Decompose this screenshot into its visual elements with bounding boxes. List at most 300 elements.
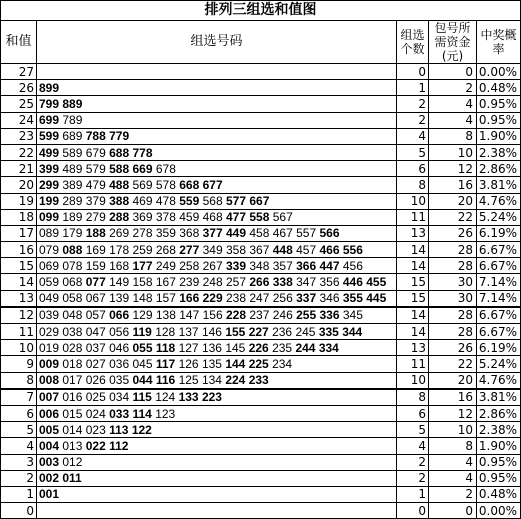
cost-cell: 20 bbox=[429, 193, 477, 209]
code-bold: 266 bbox=[249, 275, 270, 290]
header-row bbox=[1, 21, 521, 64]
code: 068 bbox=[62, 275, 83, 290]
table-row bbox=[1, 372, 521, 389]
cost-cell: 0 bbox=[429, 503, 477, 519]
code: 389 bbox=[62, 177, 83, 192]
cost-cell: 28 bbox=[429, 307, 477, 324]
code: 046 bbox=[109, 340, 130, 355]
code-bold: 011 bbox=[62, 471, 82, 486]
count-cell: 5 bbox=[397, 144, 429, 160]
prob-cell: 0.95% bbox=[477, 112, 521, 128]
sum-cell: 26 bbox=[1, 80, 37, 96]
code-bold: 558 bbox=[249, 210, 270, 225]
count-cell: 4 bbox=[397, 438, 429, 454]
code-bold: 006 bbox=[39, 406, 60, 421]
count-cell: 2 bbox=[397, 96, 429, 112]
sum-cell: 17 bbox=[1, 225, 37, 241]
cost-cell: 4 bbox=[429, 454, 477, 470]
code: 013 bbox=[62, 438, 83, 453]
codes-cell bbox=[37, 209, 397, 225]
code: 235 bbox=[272, 340, 293, 355]
prob-cell: 4.76% bbox=[477, 372, 521, 389]
prob-cell: 6.19% bbox=[477, 225, 521, 241]
code-bold: 559 bbox=[179, 194, 200, 209]
cost-cell: 26 bbox=[429, 225, 477, 241]
table-row bbox=[1, 144, 521, 160]
table-row bbox=[1, 422, 521, 438]
code: 239 bbox=[179, 275, 200, 290]
count-cell: 4 bbox=[397, 128, 429, 144]
code-bold: 199 bbox=[39, 194, 60, 209]
code-bold: 003 bbox=[39, 455, 60, 470]
count-cell: 15 bbox=[397, 290, 429, 307]
codes-cell bbox=[37, 486, 397, 502]
prob-cell: 5.24% bbox=[477, 356, 521, 372]
codes-cell bbox=[37, 80, 397, 96]
code: 014 bbox=[62, 422, 83, 437]
sum-cell: 18 bbox=[1, 209, 37, 225]
table-row bbox=[1, 96, 521, 112]
code: 145 bbox=[225, 340, 246, 355]
code-bold: 226 bbox=[248, 340, 269, 355]
code-bold: 055 bbox=[132, 340, 153, 355]
table-row bbox=[1, 454, 521, 470]
sum-cell: 25 bbox=[1, 96, 37, 112]
code: 079 bbox=[39, 242, 60, 257]
code-bold: 699 bbox=[39, 113, 60, 128]
code-bold: 334 bbox=[318, 340, 339, 355]
code: 015 bbox=[62, 406, 83, 421]
table-row bbox=[1, 290, 521, 307]
code-bold: 144 bbox=[225, 356, 246, 371]
code-bold: 779 bbox=[109, 129, 130, 144]
prob-cell: 1.90% bbox=[477, 128, 521, 144]
codes-cell bbox=[37, 96, 397, 112]
codes-cell bbox=[37, 225, 397, 241]
code-bold: 009 bbox=[39, 356, 60, 371]
codes-cell bbox=[37, 128, 397, 144]
code: 479 bbox=[85, 177, 106, 192]
header-prob: 中奖概率 bbox=[477, 21, 521, 64]
code-bold: 338 bbox=[272, 275, 293, 290]
prob-cell: 2.86% bbox=[477, 405, 521, 421]
count-cell: 0 bbox=[397, 503, 429, 519]
code-bold: 288 bbox=[109, 210, 130, 225]
code-bold: 449 bbox=[226, 226, 247, 241]
code-bold: 044 bbox=[132, 373, 153, 388]
sum-cell: 24 bbox=[1, 112, 37, 128]
prob-cell: 7.14% bbox=[477, 274, 521, 290]
code: 018 bbox=[62, 356, 83, 371]
code: 127 bbox=[178, 340, 199, 355]
table-row bbox=[1, 274, 521, 290]
cost-cell: 20 bbox=[429, 372, 477, 389]
cost-cell: 8 bbox=[429, 438, 477, 454]
codes-cell bbox=[37, 177, 397, 193]
codes-cell bbox=[37, 454, 397, 470]
sum-cell: 27 bbox=[1, 64, 37, 80]
code: 135 bbox=[201, 356, 222, 371]
code: 258 bbox=[179, 258, 200, 273]
codes-cell bbox=[37, 112, 397, 128]
code: 378 bbox=[155, 210, 176, 225]
code-bold: 002 bbox=[39, 471, 60, 486]
code-bold: 566 bbox=[319, 226, 340, 241]
prob-cell: 5.24% bbox=[477, 209, 521, 225]
prob-cell: 6.67% bbox=[477, 258, 521, 274]
count-cell: 8 bbox=[397, 177, 429, 193]
cost-cell: 22 bbox=[429, 209, 477, 225]
code: 047 bbox=[85, 324, 106, 339]
cost-cell: 12 bbox=[429, 161, 477, 177]
prob-cell: 2.86% bbox=[477, 161, 521, 177]
table-row bbox=[1, 356, 521, 372]
count-cell: 5 bbox=[397, 422, 429, 438]
code-bold: 033 bbox=[109, 406, 130, 421]
sum-cell: 8 bbox=[1, 372, 37, 389]
code-bold: 336 bbox=[319, 308, 340, 323]
code: 568 bbox=[202, 194, 223, 209]
code-bold: 022 bbox=[85, 438, 106, 453]
code-bold: 669 bbox=[132, 161, 153, 176]
code: 157 bbox=[155, 291, 176, 306]
codes-cell bbox=[37, 389, 397, 406]
code-bold: 556 bbox=[342, 242, 363, 257]
code-bold: 099 bbox=[39, 210, 60, 225]
sum-cell: 13 bbox=[1, 290, 37, 307]
sum-cell: 4 bbox=[1, 438, 37, 454]
count-cell: 2 bbox=[397, 454, 429, 470]
table-row bbox=[1, 193, 521, 209]
prob-cell: 0.48% bbox=[477, 486, 521, 502]
code: 689 bbox=[62, 129, 83, 144]
code-bold: 244 bbox=[295, 340, 316, 355]
count-cell: 14 bbox=[397, 324, 429, 340]
code-bold: 166 bbox=[179, 291, 200, 306]
codes-cell bbox=[37, 405, 397, 421]
code-bold: 667 bbox=[249, 194, 270, 209]
code: 369 bbox=[132, 210, 153, 225]
table-row bbox=[1, 112, 521, 128]
code-bold: 066 bbox=[109, 308, 130, 323]
codes-cell bbox=[37, 503, 397, 519]
code-bold: 005 bbox=[39, 422, 60, 437]
code: 457 bbox=[296, 242, 317, 257]
code: 267 bbox=[202, 258, 223, 273]
codes-cell bbox=[37, 290, 397, 307]
code: 357 bbox=[272, 258, 293, 273]
code: 035 bbox=[109, 373, 130, 388]
codes-cell bbox=[37, 470, 397, 486]
code: 134 bbox=[201, 373, 222, 388]
code: 358 bbox=[226, 242, 247, 257]
code-bold: 001 bbox=[39, 487, 60, 502]
codes-cell bbox=[37, 307, 397, 324]
code: 789 bbox=[62, 113, 83, 128]
code: 178 bbox=[109, 242, 130, 257]
code: 257 bbox=[226, 275, 247, 290]
code: 678 bbox=[155, 161, 176, 176]
cost-cell: 2 bbox=[429, 80, 477, 96]
code: 017 bbox=[62, 373, 83, 388]
sum-cell: 15 bbox=[1, 258, 37, 274]
code-bold: 388 bbox=[109, 194, 130, 209]
prob-cell: 0.95% bbox=[477, 454, 521, 470]
prob-cell: 2.38% bbox=[477, 144, 521, 160]
prob-cell: 4.76% bbox=[477, 193, 521, 209]
code: 078 bbox=[62, 258, 83, 273]
cost-cell: 16 bbox=[429, 177, 477, 193]
code: 059 bbox=[39, 275, 60, 290]
code: 019 bbox=[39, 340, 60, 355]
code-bold: 223 bbox=[201, 390, 222, 405]
code-bold: 337 bbox=[296, 291, 317, 306]
code: 456 bbox=[342, 258, 363, 273]
table-row bbox=[1, 209, 521, 225]
count-cell: 2 bbox=[397, 112, 429, 128]
cost-cell: 2 bbox=[429, 486, 477, 502]
code-bold: 599 bbox=[39, 129, 60, 144]
code: 469 bbox=[132, 194, 153, 209]
prob-cell: 6.19% bbox=[477, 340, 521, 356]
cost-cell: 30 bbox=[429, 290, 477, 307]
count-cell: 15 bbox=[397, 274, 429, 290]
code-bold: 355 bbox=[342, 291, 363, 306]
code: 345 bbox=[342, 308, 363, 323]
count-cell: 14 bbox=[397, 307, 429, 324]
sum-cell: 11 bbox=[1, 324, 37, 340]
code-bold: 227 bbox=[248, 324, 269, 339]
code-bold: 228 bbox=[226, 308, 247, 323]
codes-cell bbox=[37, 161, 397, 177]
code: 159 bbox=[85, 258, 106, 273]
table-title: 排列三组选和值图 bbox=[1, 1, 521, 21]
code: 026 bbox=[85, 373, 106, 388]
code-bold: 229 bbox=[202, 291, 223, 306]
codes-cell bbox=[37, 422, 397, 438]
count-cell: 10 bbox=[397, 372, 429, 389]
code: 249 bbox=[155, 258, 176, 273]
codes-cell bbox=[37, 242, 397, 258]
cost-cell: 4 bbox=[429, 96, 477, 112]
code-bold: 588 bbox=[109, 161, 130, 176]
code-bold: 344 bbox=[342, 324, 363, 339]
code-bold: 113 bbox=[109, 422, 129, 437]
table-row bbox=[1, 80, 521, 96]
code: 589 bbox=[62, 145, 83, 160]
count-cell: 0 bbox=[397, 64, 429, 80]
cost-cell: 30 bbox=[429, 274, 477, 290]
prob-cell: 0.00% bbox=[477, 64, 521, 80]
cost-cell: 12 bbox=[429, 405, 477, 421]
code-bold: 788 bbox=[85, 129, 106, 144]
codes-cell bbox=[37, 356, 397, 372]
code: 037 bbox=[85, 340, 106, 355]
prob-cell: 0.95% bbox=[477, 470, 521, 486]
header-sum: 和值 bbox=[1, 21, 37, 64]
code: 578 bbox=[155, 177, 176, 192]
code: 016 bbox=[62, 390, 83, 405]
code: 356 bbox=[319, 275, 340, 290]
table-row bbox=[1, 225, 521, 241]
code: 478 bbox=[155, 194, 176, 209]
code: 139 bbox=[109, 291, 130, 306]
code-bold: 366 bbox=[296, 258, 317, 273]
prob-cell: 6.67% bbox=[477, 307, 521, 324]
code: 034 bbox=[109, 390, 130, 405]
count-cell: 1 bbox=[397, 486, 429, 502]
cost-cell: 4 bbox=[429, 112, 477, 128]
prob-cell: 3.81% bbox=[477, 177, 521, 193]
codes-cell bbox=[37, 372, 397, 389]
code: 169 bbox=[85, 242, 106, 257]
cost-cell: 0 bbox=[429, 64, 477, 80]
code: 136 bbox=[201, 340, 222, 355]
codes-cell bbox=[37, 258, 397, 274]
code: 557 bbox=[296, 226, 317, 241]
prob-cell: 1.90% bbox=[477, 438, 521, 454]
code: 147 bbox=[179, 308, 200, 323]
code: 359 bbox=[155, 226, 176, 241]
prob-cell: 7.14% bbox=[477, 290, 521, 307]
header-codes: 组选号码 bbox=[37, 21, 397, 64]
prob-cell: 0.00% bbox=[477, 503, 521, 519]
code: 049 bbox=[39, 291, 60, 306]
cost-cell: 22 bbox=[429, 356, 477, 372]
code: 149 bbox=[109, 275, 130, 290]
table-row bbox=[1, 258, 521, 274]
code-bold: 335 bbox=[318, 324, 339, 339]
code-bold: 007 bbox=[39, 390, 60, 405]
code: 129 bbox=[132, 308, 153, 323]
sum-cell: 6 bbox=[1, 405, 37, 421]
code: 379 bbox=[85, 194, 106, 209]
code-bold: 233 bbox=[248, 373, 269, 388]
code-bold: 477 bbox=[226, 210, 247, 225]
sum-cell: 23 bbox=[1, 128, 37, 144]
code: 348 bbox=[249, 258, 270, 273]
code-bold: 668 bbox=[179, 177, 200, 192]
code-bold: 133 bbox=[178, 390, 199, 405]
code-bold: 455 bbox=[366, 275, 387, 290]
table-row bbox=[1, 438, 521, 454]
sum-cell: 12 bbox=[1, 307, 37, 324]
code: 045 bbox=[132, 356, 153, 371]
code: 459 bbox=[179, 210, 200, 225]
count-cell: 6 bbox=[397, 161, 429, 177]
code: 138 bbox=[155, 308, 176, 323]
prob-cell: 6.67% bbox=[477, 324, 521, 340]
codes-cell bbox=[37, 144, 397, 160]
code: 028 bbox=[62, 340, 83, 355]
code-bold: 377 bbox=[202, 226, 223, 241]
code-bold: 899 bbox=[39, 80, 60, 95]
count-cell: 11 bbox=[397, 356, 429, 372]
codes-cell bbox=[37, 64, 397, 80]
table-row bbox=[1, 486, 521, 502]
code: 126 bbox=[178, 356, 199, 371]
cost-cell: 8 bbox=[429, 128, 477, 144]
code-bold: 448 bbox=[272, 242, 293, 257]
code: 058 bbox=[62, 291, 83, 306]
code: 038 bbox=[62, 324, 83, 339]
table-row bbox=[1, 128, 521, 144]
table-row bbox=[1, 324, 521, 340]
code: 458 bbox=[249, 226, 270, 241]
header-cost: 包号所需资金(元) bbox=[429, 21, 477, 64]
code-bold: 889 bbox=[62, 96, 83, 111]
code-bold: 225 bbox=[248, 356, 269, 371]
table-row bbox=[1, 389, 521, 406]
code: 279 bbox=[85, 210, 106, 225]
code-bold: 119 bbox=[132, 324, 152, 339]
table-row bbox=[1, 161, 521, 177]
code: 128 bbox=[155, 324, 176, 339]
code: 467 bbox=[272, 226, 293, 241]
code: 289 bbox=[62, 194, 83, 209]
code: 027 bbox=[85, 356, 106, 371]
sum-cell: 2 bbox=[1, 470, 37, 486]
code: 189 bbox=[62, 210, 83, 225]
code: 237 bbox=[249, 308, 270, 323]
code: 089 bbox=[39, 226, 60, 241]
code: 023 bbox=[85, 422, 106, 437]
sum-cell: 5 bbox=[1, 422, 37, 438]
code-bold: 299 bbox=[39, 177, 60, 192]
code-bold: 112 bbox=[109, 438, 129, 453]
cost-cell: 10 bbox=[429, 422, 477, 438]
sum-cell: 10 bbox=[1, 340, 37, 356]
prob-cell: 3.81% bbox=[477, 389, 521, 406]
code: 024 bbox=[85, 406, 106, 421]
code: 234 bbox=[272, 356, 293, 371]
code: 248 bbox=[202, 275, 223, 290]
prob-cell: 0.95% bbox=[477, 96, 521, 112]
code-bold: 114 bbox=[132, 406, 152, 421]
codes-cell bbox=[37, 274, 397, 290]
cost-cell: 28 bbox=[429, 258, 477, 274]
count-cell: 13 bbox=[397, 225, 429, 241]
count-cell: 14 bbox=[397, 242, 429, 258]
header-count: 组选个数 bbox=[397, 21, 429, 64]
code-bold: 499 bbox=[39, 145, 60, 160]
sum-cell: 20 bbox=[1, 177, 37, 193]
code-bold: 399 bbox=[39, 161, 60, 176]
code: 236 bbox=[272, 324, 293, 339]
table-row bbox=[1, 470, 521, 486]
sum-cell: 9 bbox=[1, 356, 37, 372]
code-bold: 799 bbox=[39, 96, 60, 111]
code: 012 bbox=[62, 455, 83, 470]
code: 238 bbox=[226, 291, 247, 306]
code: 167 bbox=[155, 275, 176, 290]
code-bold: 255 bbox=[296, 308, 317, 323]
code: 567 bbox=[272, 210, 293, 225]
sum-cell: 0 bbox=[1, 503, 37, 519]
count-cell: 6 bbox=[397, 405, 429, 421]
code: 579 bbox=[85, 161, 106, 176]
sum-cell: 21 bbox=[1, 161, 37, 177]
table-body bbox=[1, 64, 521, 519]
code-bold: 447 bbox=[319, 258, 340, 273]
count-cell: 8 bbox=[397, 389, 429, 406]
sum-cell: 14 bbox=[1, 274, 37, 290]
code: 124 bbox=[155, 390, 176, 405]
code: 247 bbox=[249, 291, 270, 306]
table-row bbox=[1, 242, 521, 258]
code: 158 bbox=[132, 275, 153, 290]
cost-cell: 10 bbox=[429, 144, 477, 160]
